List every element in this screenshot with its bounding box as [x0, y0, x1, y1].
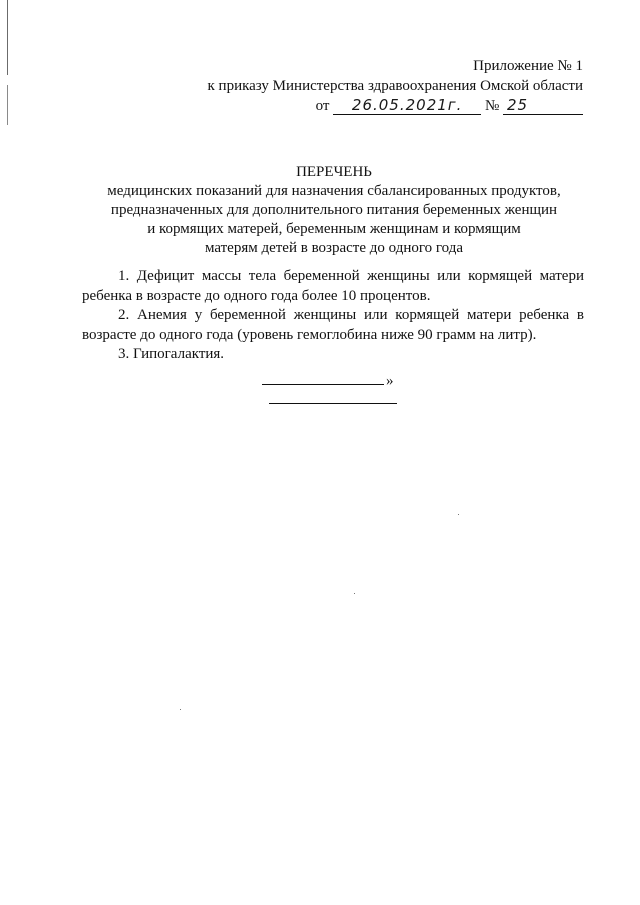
end-rule — [269, 403, 397, 404]
document-title — [60, 163, 608, 258]
appendix-label: Приложение № 1 — [473, 58, 583, 74]
appendix-header — [183, 56, 583, 116]
closing-quote: » — [386, 373, 394, 389]
title-line: и кормящих матерей, беременным женщинам и кормящим — [147, 221, 521, 237]
list-item: 2. Анемия у беременной женщины или кормящей матери ребенка в возрасте до одного года (уровень гемоглобина ниже 90 грамм на литр). — [82, 307, 584, 343]
number-label: № — [484, 98, 500, 114]
list-item: 1. Дефицит массы тела беременной женщины или кормящей матери ребенка в возрасте до одного года более 10 процентов. — [82, 268, 584, 304]
scan-speck — [458, 514, 459, 515]
list-item: 3. Гипогалактия. — [118, 346, 225, 362]
scan-edge-mark — [7, 0, 8, 125]
title-line: матерям детей в возрасте до одного года — [204, 240, 464, 256]
title-line: предназначенных для дополнительного питания беременных женщин — [110, 202, 558, 218]
order-reference: к приказу Министерства здравоохранения Омской области — [207, 78, 583, 94]
closing-line — [262, 372, 394, 390]
scan-speck — [354, 593, 355, 594]
handwritten-number: 25 — [503, 96, 583, 115]
indications-list — [82, 267, 584, 365]
closing-rule — [262, 372, 384, 385]
scan-speck — [180, 709, 181, 710]
date-prefix: от — [315, 98, 330, 114]
handwritten-date: 26.05.2021г. — [333, 96, 481, 115]
title-line: медицинских показаний для назначения сбалансированных продуктов, — [107, 183, 561, 199]
order-date-line — [183, 96, 583, 116]
title-heading: ПЕРЕЧЕНЬ — [296, 164, 372, 180]
